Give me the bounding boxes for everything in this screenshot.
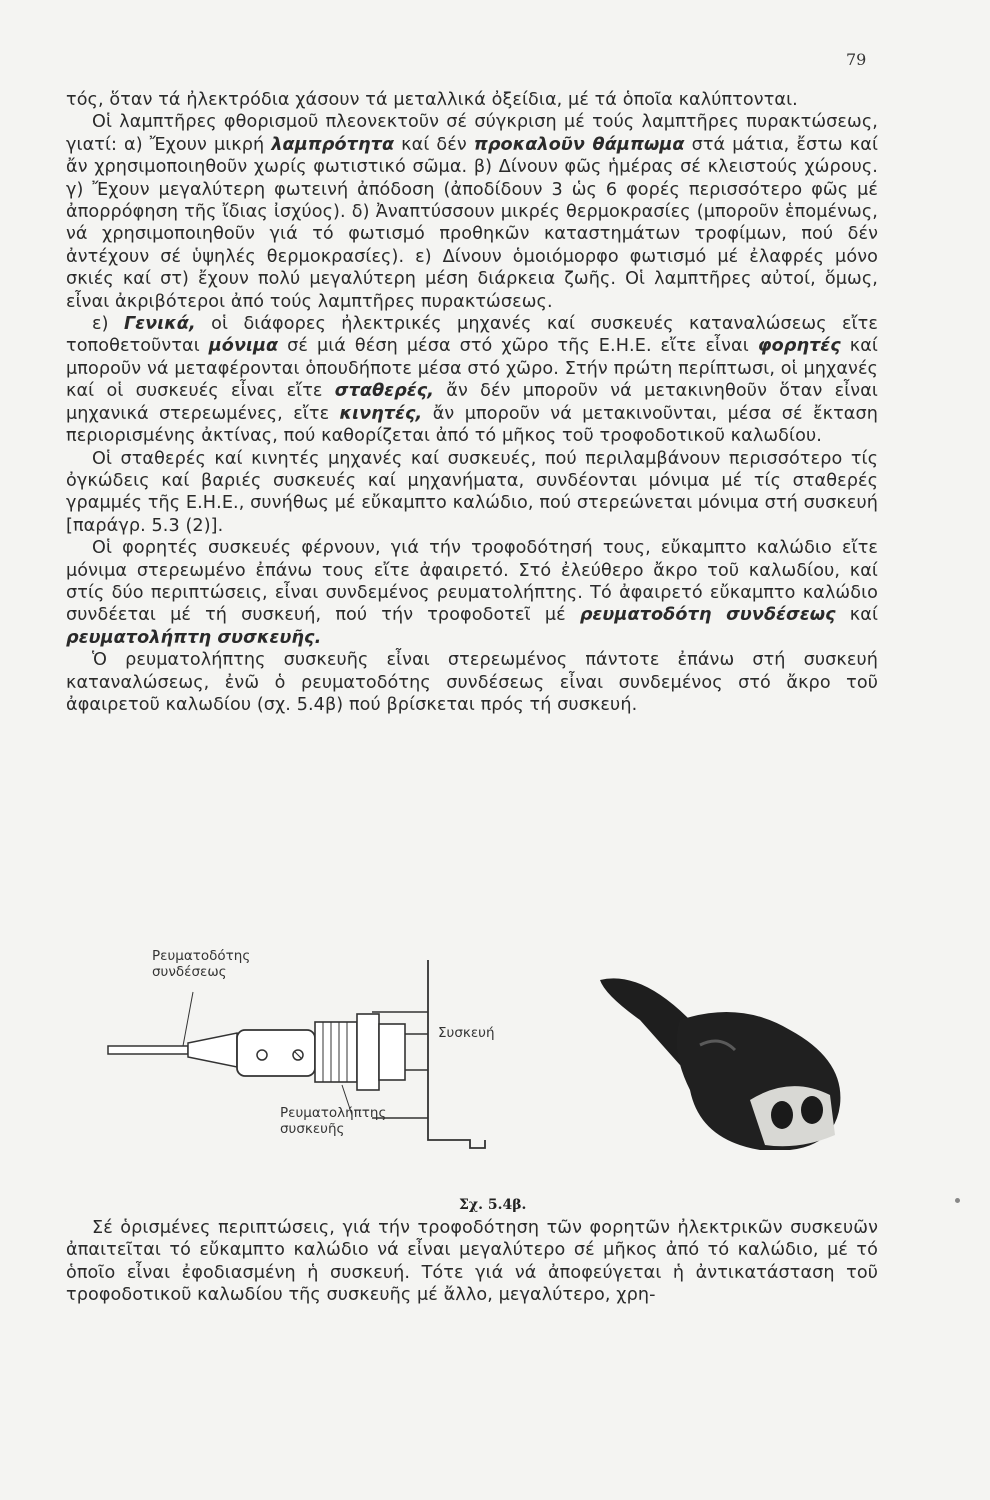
text-run: ε)	[92, 314, 124, 335]
paragraph	[66, 89, 878, 111]
label-plug	[280, 1105, 386, 1137]
text-run: ἄν μποροῦν νά μετακινοῦνται, μέσα σέ ἔκταση περιορισμένης ἀκτίνας, πού καθορίζεται ἀπό τό μῆκος τοῦ τροφοδοτικοῦ καλωδίου.	[66, 403, 878, 447]
keyword-emphasis: λαμπρότητα	[271, 134, 395, 155]
keyword-emphasis: φορητές	[757, 336, 841, 357]
text-run: καί μποροῦν νά μεταφέρονται ὁπουδήποτε μέσα στό χῶρο. Στήν πρώτη περίπτωσι, οἱ μηχανές καί οἱ συσκευές εἶναι εἴτε	[66, 336, 878, 402]
text-run: Οἱ φορητές συσκευές φέρνουν, γιά τήν τροφοδότησή τους, εὔκαμπτο καλώδιο εἴτε μόνιμα στερεωμένο ἐπάνω τους εἴτε ἀφαιρετό. Στό ἐλεύθερο ἄκρο τοῦ καλωδίου, καί στίς δύο περιπτώσεις, εἶναι συνδεμένος ρευματολήπτης. Τό ἀφαιρετό εὔκαμπτο καλώδιο συνδέεται μέ τή συσκευή, πού τήν τροφοδοτεῖ μέ	[66, 538, 878, 626]
keyword-emphasis: ρευματοδότη συνδέσεως	[579, 605, 836, 626]
keyword-emphasis: Γενικά,	[123, 314, 196, 335]
text-run: καί	[835, 605, 878, 626]
body-text-top	[66, 89, 878, 716]
label-socket-line1: Ρευματοδότης	[152, 948, 251, 964]
keyword-emphasis: ρευματολήπτη συσκευῆς.	[66, 627, 322, 648]
paragraph	[66, 448, 878, 538]
label-socket	[152, 948, 250, 980]
label-device: Συσκευή	[438, 1025, 495, 1041]
label-plug-line1: Ρευματολήπτης	[280, 1105, 387, 1121]
text-run: Ὁ ρευματολήπτης συσκευῆς εἶναι στερεωμένος πάντοτε ἐπάνω στή συσκευή καταναλώσεως, ἐνῶ ὁ ρευματοδότης συνδέσεως εἶναι συνδεμένος στό ἄκρο τοῦ ἀφαιρετοῦ καλωδίου (σχ. 5.4β) πού βρίσκεται πρός τή συσκευή.	[66, 650, 878, 715]
connector-diagram	[0, 900, 990, 1220]
paragraph	[66, 649, 878, 716]
text-run: Οἱ λαμπτῆρες φθορισμοῦ πλεονεκτοῦν σέ σύγκριση μέ τούς λαμπτῆρες πυρακτώσεως, γιατί: α) Ἔχουν μικρή	[66, 112, 878, 155]
label-plug-line2: συσκευῆς	[280, 1121, 345, 1137]
text-run: σέ μιά θέση μέσα στό χῶρο τῆς Ε.Η.Ε. εἴτε εἶναι	[278, 336, 758, 357]
margin-dot	[955, 1198, 960, 1203]
figure-5-4b	[0, 900, 990, 1220]
text-run: στά μάτια, ἔστω καί ἄν χρησιμοποιηθοῦν χωρίς φωτιστικό σῶμα. β) Δίνουν φῶς ἡμέρας σέ κλειστούς χώρους. γ) Ἔχουν μεγαλύτερη φωτεινή ἀπόδοση (ἀποδίδουν 3 ὡς 6 φορές περισσότερο φῶς μέ ἀπορρόφηση τῆς ἴδιας ἰσχύος). δ) Ἀναπτύσσουν μικρές θερμοκρασίες (μποροῦν ἑπομένως, νά χρησιμοποιηθοῦν γιά τό φωτισμό προθηκῶν καταστημάτων τροφίμων, πού δέν ἀντέχουν σέ ὑψηλές θερμοκρασίες). ε) Δίνουν ὁμοιόμορφο φωτισμό μέ ἐλαφρές μόνο σκιές καί στ) ἔχουν πολύ μεγαλύτερη μέση διάρκεια ζωῆς. Οἱ λαμπτῆρες αὐτοί, ὅμως, εἶναι ἀκριβότεροι ἀπό τούς λαμπτῆρες πυρακτώσεως.	[66, 134, 878, 312]
paragraph	[66, 537, 878, 649]
keyword-emphasis: σταθερές,	[334, 381, 435, 402]
body-text-bottom	[66, 1217, 878, 1307]
paragraph	[66, 1217, 878, 1307]
text-run: τός, ὅταν τά ἠλεκτρόδια χάσουν τά μεταλλικά ὀξείδια, μέ τά ὁποῖα καλύπτονται.	[66, 90, 798, 110]
keyword-emphasis: μόνιμα	[208, 336, 279, 357]
text-run: Σέ ὁρισμένες περιπτώσεις, γιά τήν τροφοδότηση τῶν φορητῶν ἠλεκτρικῶν συσκευῶν ἀπαιτεῖται τό εὔκαμπτο καλώδιο νά εἶναι μεγαλύτερο σέ μῆκος ἀπό τό καλώδιο, μέ τό ὁποῖο εἶναι ἐφοδιασμένη ἡ συσκευή. Τότε γιά νά ἀποφεύγεται ἡ ἀντικατάσταση τοῦ τροφοδοτικοῦ καλωδίου τῆς συσκευῆς μέ ἄλλο, μεγαλύτερο, χρη-	[66, 1218, 878, 1306]
paragraph	[66, 111, 878, 313]
keyword-emphasis: κινητές,	[339, 403, 423, 424]
cable	[108, 1046, 188, 1054]
text-run: οἱ διάφορες ἠλεκτρικές μηχανές καί συσκευές καταναλώσεως εἴτε τοποθετοῦνται	[66, 314, 878, 357]
keyword-emphasis: προκαλοῦν θάμπωμα	[473, 134, 685, 155]
text-run: Οἱ σταθερές καί κινητές μηχανές καί συσκευές, πού περιλαμβάνουν περισσότερο τίς ὀγκώδεις καί βαριές συσκευές καί μηχανήματα, συνδέονται μόνιμα μέ τίς σταθερές γραμμές τῆς Ε.Η.Ε., συνήθως μέ εὔκαμπτο καλώδιο, πού στερεώνεται μόνιμα στή συσκευή [παράγρ. 5.3 (2)].	[66, 448, 878, 536]
text-run: καί δέν	[394, 134, 474, 155]
paragraph	[66, 313, 878, 447]
page-number: 79	[846, 50, 867, 69]
figure-caption: Σχ. 5.4β.	[459, 1197, 527, 1213]
connector-photo	[600, 978, 840, 1150]
device-outline	[428, 960, 485, 1148]
text-run: ἄν δέν μποροῦν νά μετακινηθοῦν ὅταν εἶναι μηχανικά στερεωμένες, εἴτε	[66, 381, 878, 424]
label-socket-line2: συνδέσεως	[152, 964, 227, 980]
